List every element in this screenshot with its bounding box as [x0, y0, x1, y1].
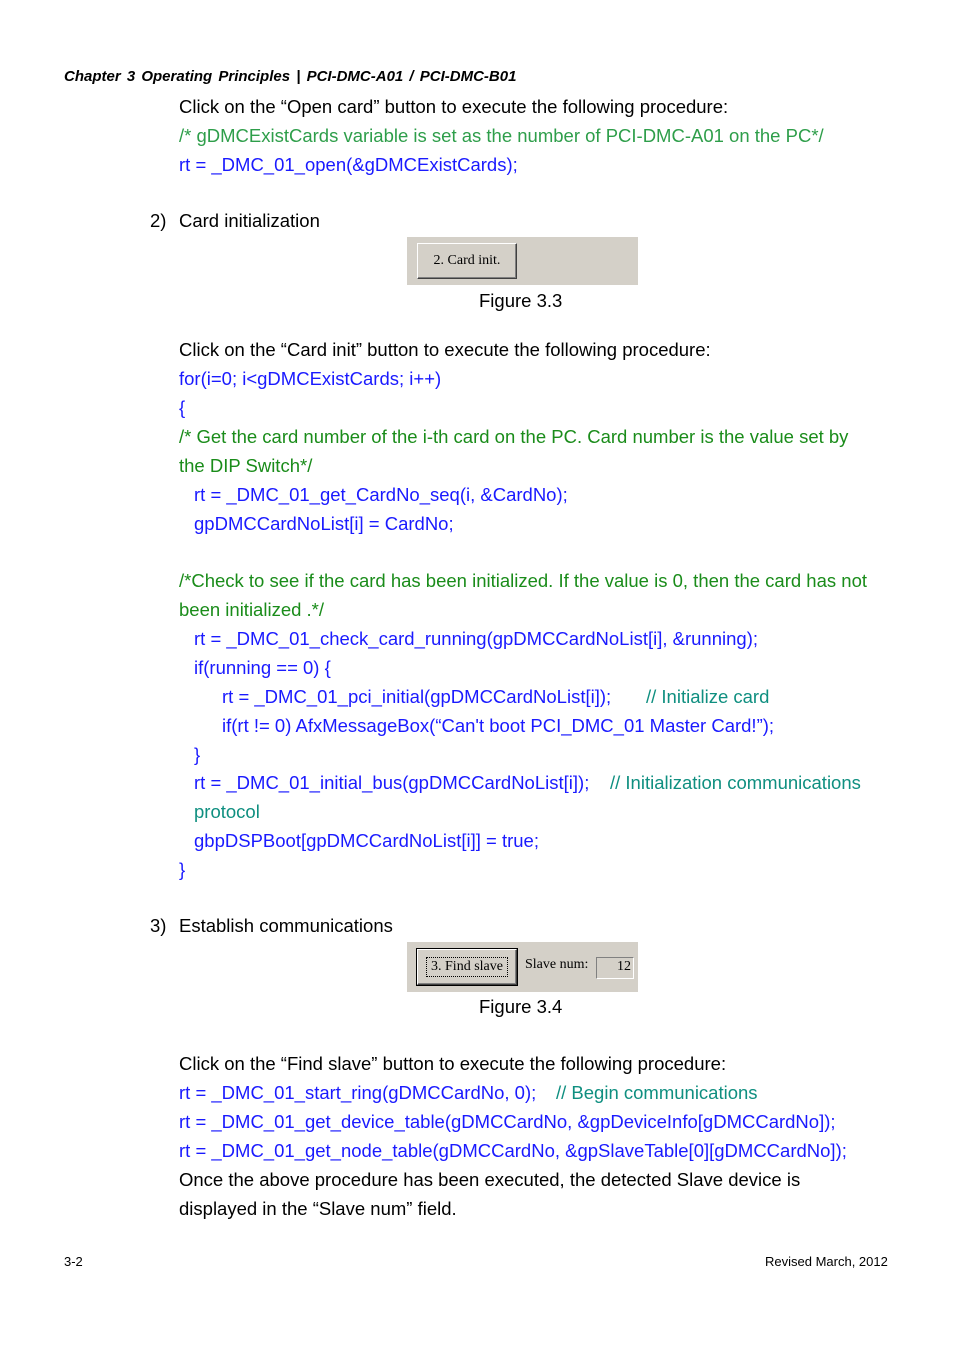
code-line: gbpDSPBoot[gpDMCCardNoList[i]] = true; [194, 830, 539, 851]
section-number-comm: 3) [150, 915, 167, 936]
figure-3-4 [407, 942, 638, 992]
code-comment: /* Get the card number of the i-th card on the PC. Card number is the value set by [179, 426, 849, 447]
slave-num-label: Slave num: [525, 957, 589, 972]
code-comment: been initialized .*/ [179, 599, 325, 620]
code-line: rt = _DMC_01_initial_bus(gpDMCCardNoList[i]); [194, 772, 590, 793]
code-line: { [179, 397, 186, 418]
code-line: if(rt != 0) AfxMessageBox(“Can't boot PCI_DMC_01 Master Card!”); [222, 715, 775, 736]
find-slave-button-label: 3. Find slave [426, 957, 508, 977]
code-line: rt = _DMC_01_get_device_table(gDMCCardNo, &gpDeviceInfo[gDMCCardNo]); [179, 1111, 836, 1132]
revision-date: Revised March, 2012 [765, 1254, 888, 1269]
code-inline-comment: // Begin communications [556, 1082, 758, 1103]
code-inline-comment: protocol [194, 801, 260, 822]
outro-text: Once the above procedure has been executed, the detected Slave device is [179, 1169, 801, 1190]
section-heading-init: Card initialization [179, 210, 320, 231]
code-line: rt = _DMC_01_get_node_table(gDMCCardNo, &gpSlaveTable[0][gDMCCardNo]); [179, 1140, 847, 1161]
code-line: rt = _DMC_01_start_ring(gDMCCardNo, 0); [179, 1082, 537, 1103]
code-line: gpDMCCardNoList[i] = CardNo; [194, 513, 454, 534]
open-card-code: rt = _DMC_01_open(&gDMCExistCards); [179, 154, 518, 175]
code-line: rt = _DMC_01_check_card_running(gpDMCCardNoList[i], &running); [194, 628, 758, 649]
figure-caption-3-4: Figure 3.4 [479, 996, 563, 1017]
code-line: rt = _DMC_01_pci_initial(gpDMCCardNoList[i]); [222, 686, 612, 707]
code-inline-comment: // Initialize card [646, 686, 770, 707]
figure-caption-3-3: Figure 3.3 [479, 290, 563, 311]
open-card-comment: /* gDMCExistCards variable is set as the number of PCI-DMC-A01 on the PC*/ [179, 125, 824, 146]
code-line: } [194, 744, 201, 765]
code-line: } [179, 859, 186, 880]
card-init-intro: Click on the “Card init” button to execute the following procedure: [179, 339, 711, 360]
outro-text: displayed in the “Slave num” field. [179, 1198, 457, 1219]
running-header: Chapter 3 Operating Principles | PCI-DMC-A01 / PCI-DMC-B01 [64, 68, 517, 85]
code-comment: the DIP Switch*/ [179, 455, 313, 476]
card-init-button[interactable] [417, 243, 517, 279]
code-comment: /*Check to see if the card has been initialized. If the value is 0, then the card has not [179, 570, 867, 591]
find-slave-button[interactable] [417, 949, 517, 985]
open-card-intro: Click on the “Open card” button to execute the following procedure: [179, 96, 729, 117]
code-line: if(running == 0) { [194, 657, 331, 678]
page-number: 3-2 [64, 1254, 83, 1269]
code-inline-comment: // Initialization communications [610, 772, 861, 793]
slave-num-field[interactable]: 12 [596, 957, 634, 979]
code-line: for(i=0; i<gDMCExistCards; i++) [179, 368, 442, 389]
card-init-button-label: 2. Card init. [433, 253, 501, 268]
find-slave-intro: Click on the “Find slave” button to execute the following procedure: [179, 1053, 727, 1074]
section-heading-comm: Establish communications [179, 915, 393, 936]
code-line: rt = _DMC_01_get_CardNo_seq(i, &CardNo); [194, 484, 568, 505]
figure-3-3 [407, 237, 638, 285]
section-number-init: 2) [150, 210, 167, 231]
